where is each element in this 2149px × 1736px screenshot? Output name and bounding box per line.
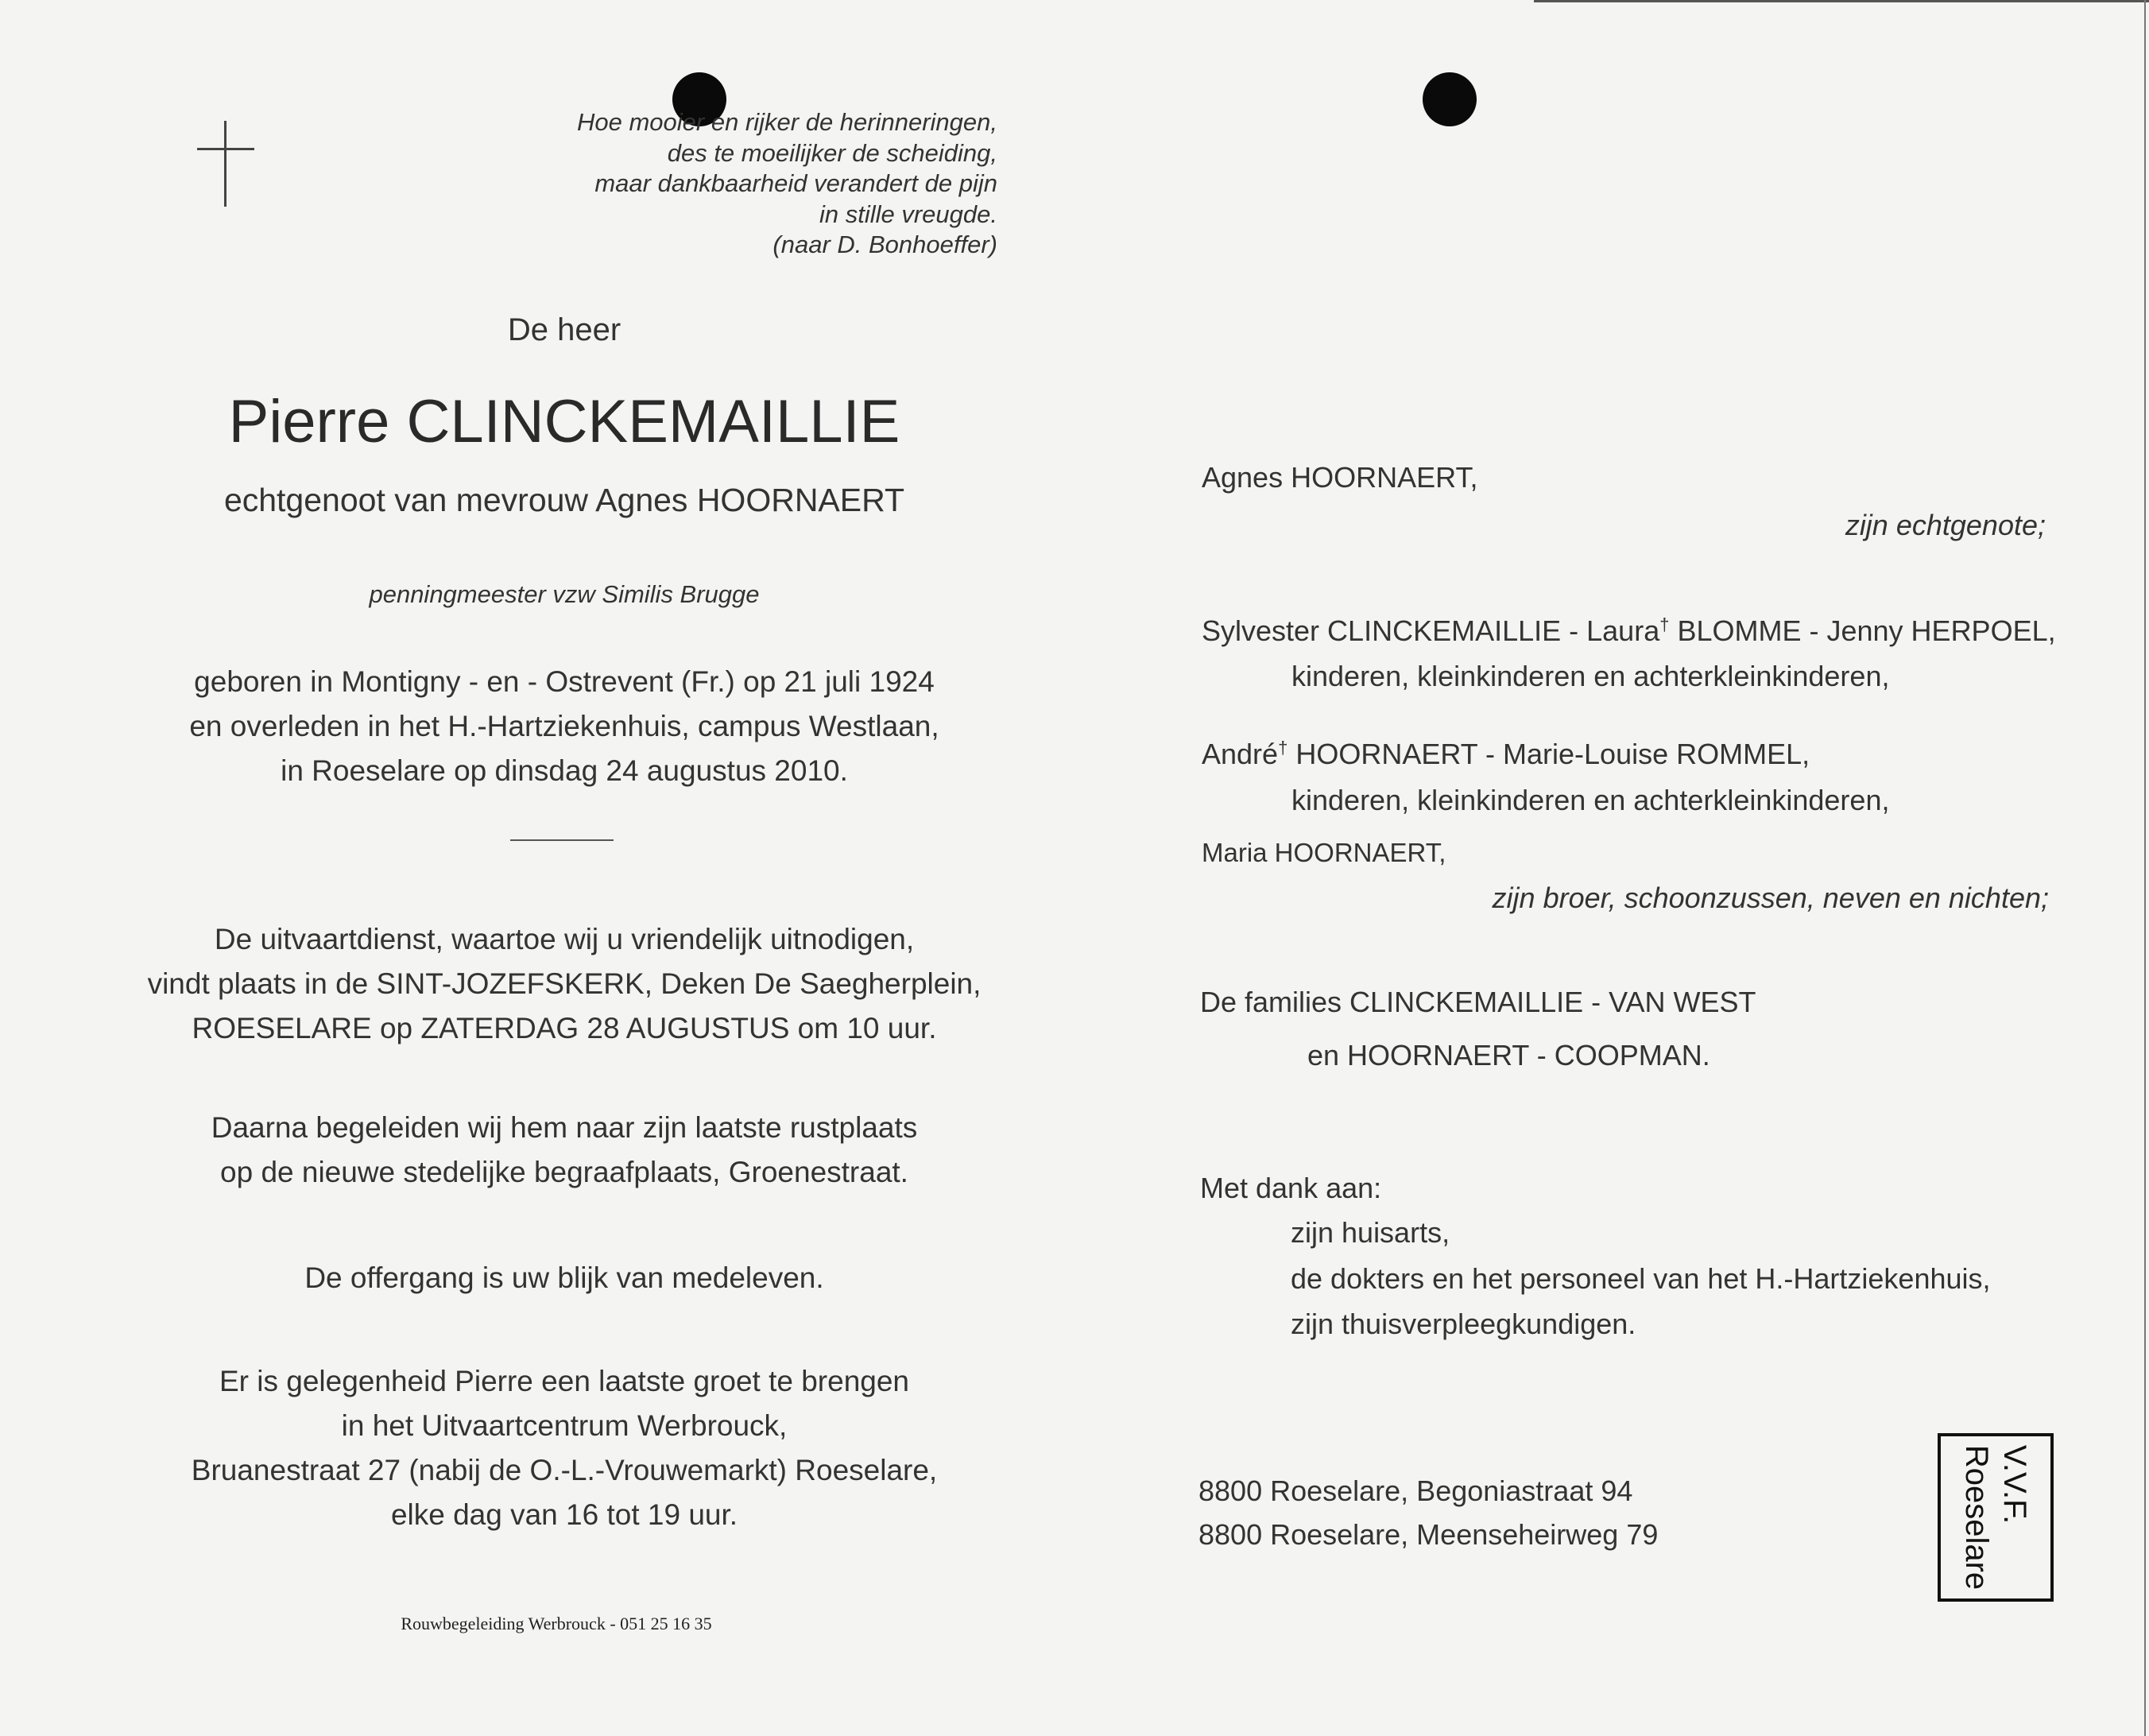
separator-line [510,839,614,841]
visit-line: Er is gelegenheid Pierre een laatste groet te brengen [219,1365,910,1397]
family-names: André [1202,738,1279,770]
birth-death-block [119,660,1009,793]
spouse-role: zijn echtgenote; [1845,509,2046,541]
funeral-home-footer: Rouwbegeleiding Werbrouck - 051 25 16 35 [401,1614,712,1633]
birth-death-line: geboren in Montigny - en - Ostrevent (Fr.) op 21 juli 1924 [194,665,935,698]
stamp-line: V.V.F. [1997,1444,2032,1525]
poem-line: maar dankbaarheid verandert de pijn [594,169,997,197]
family-line-3: Maria HOORNAERT, [1202,838,1446,867]
poem-line: in stille vreugde. [819,200,997,228]
service-block [119,917,1009,1051]
salutation: De heer [507,312,621,347]
poem-line: des te moeilijker de scheiding, [667,138,997,167]
dagger-symbol: † [1278,738,1288,758]
address-line: 8800 Roeselare, Begoniastraat 94 [1198,1474,1633,1507]
punch-hole-right [1423,72,1477,126]
families-line-1: De families CLINCKEMAILLIE - VAN WEST [1200,986,1756,1018]
burial-block [119,1106,1009,1195]
burial-line: Daarna begeleiden wij hem naar zijn laatste rustplaats [211,1111,918,1144]
visit-line: elke dag van 16 tot 19 uur. [390,1498,738,1531]
thanks-line: de dokters en het personeel van het H.-Hartziekenhuis, [1291,1262,1991,1295]
visit-line: in het Uitvaartcentrum Werbrouck, [341,1409,788,1442]
poem-attribution: (naar D. Bonhoeffer) [772,231,997,258]
family-line-1 [1202,614,2056,648]
birth-death-line: en overleden in het H.-Hartziekenhuis, campus Westlaan, [189,710,939,742]
offering-line: De offergang is uw blijk van medeleven. [304,1261,824,1294]
visit-line: Bruanestraat 27 (nabij de O.-L.-Vrouwemarkt) Roeselare, [191,1454,938,1486]
thanks-header: Met dank aan: [1200,1172,1382,1204]
top-edge-line [1534,0,2149,2]
family-names: HOORNAERT - Marie-Louise ROMMEL, [1287,738,1810,770]
archive-stamp [1938,1433,2054,1602]
deceased-name: Pierre CLINCKEMAILLIE [228,388,900,455]
role-line: penningmeester vzw Similis Brugge [369,580,760,608]
stamp-line: Roeselare [1959,1444,1994,1591]
right-edge-line [2144,0,2146,1736]
family-line-2 [1202,738,1810,771]
spouse-line: echtgenoot van mevrouw Agnes HOORNAERT [223,482,905,518]
thanks-line: zijn huisarts, [1291,1216,1450,1249]
birth-death-line: in Roeselare op dinsdag 24 augustus 2010. [281,754,848,787]
visit-block [119,1359,1009,1537]
spouse-name: Agnes HOORNAERT, [1202,461,1478,494]
family-names: Sylvester CLINCKEMAILLIE - Laura [1202,614,1660,647]
address-line: 8800 Roeselare, Meenseheirweg 79 [1198,1518,1659,1551]
family-role: zijn broer, schoonzussen, neven en nichten; [1492,882,2049,914]
families-line-2: en HOORNAERT - COOPMAN. [1307,1039,1710,1071]
poem-quote [445,107,997,261]
poem-line: Hoe mooier en rijker de herinneringen, [576,108,997,136]
service-line: ROESELARE op ZATERDAG 28 AUGUSTUS om 10 uur. [192,1012,937,1044]
family-sub-2: kinderen, kleinkinderen en achterkleinkinderen, [1291,784,1890,816]
cross-icon [197,121,254,207]
burial-line: op de nieuwe stedelijke begraafplaats, Groenestraat. [220,1156,908,1188]
family-sub-1: kinderen, kleinkinderen en achterkleinkinderen, [1291,660,1890,692]
dagger-symbol: † [1659,614,1670,634]
service-line: De uitvaartdienst, waartoe wij u vriendelijk uitnodigen, [214,923,915,955]
thanks-line: zijn thuisverpleegkundigen. [1291,1308,1636,1340]
family-names: BLOMME - Jenny HERPOEL, [1669,614,2056,647]
service-line: vindt plaats in de SINT-JOZEFSKERK, Deken De Saegherplein, [147,967,982,1000]
